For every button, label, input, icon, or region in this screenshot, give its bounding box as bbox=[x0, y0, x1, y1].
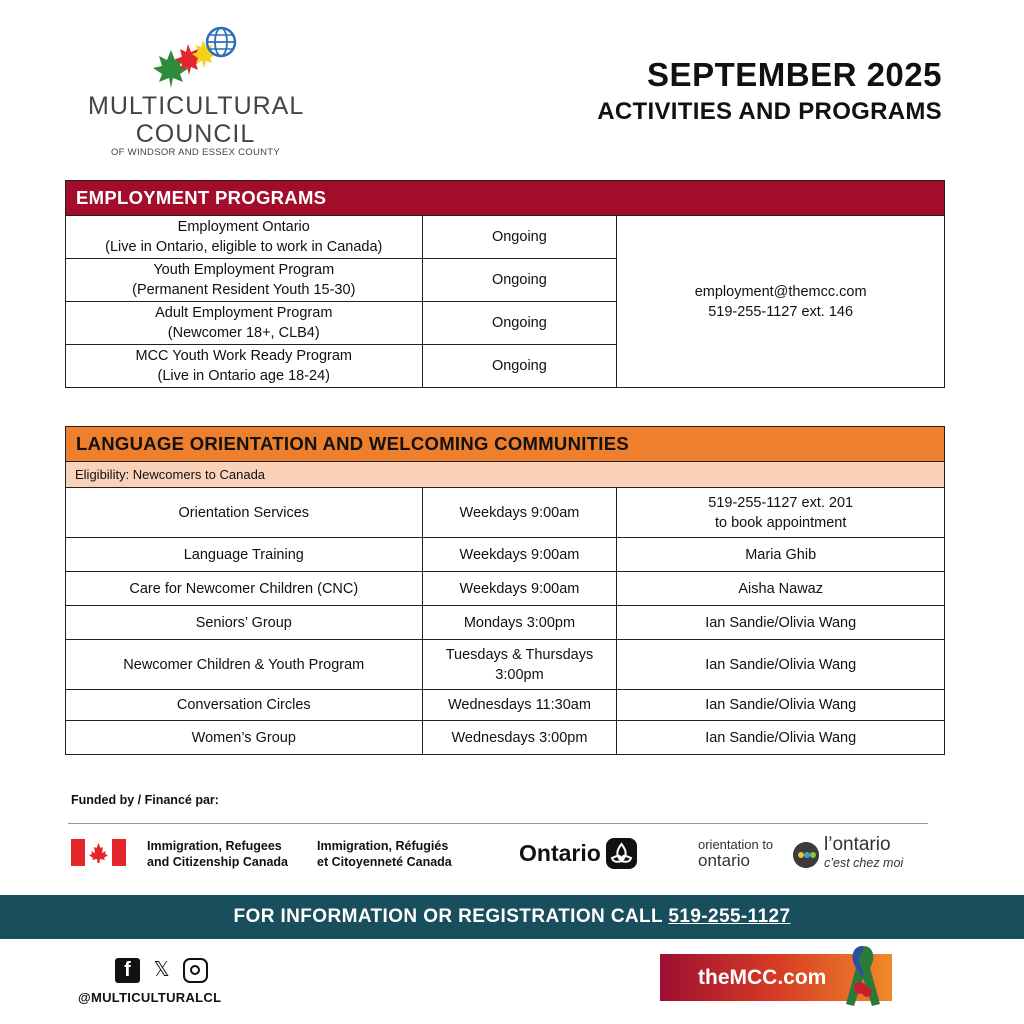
schedule-cell: Ongoing bbox=[422, 345, 617, 388]
contact-cell: Ian Sandie/Olivia Wang bbox=[617, 690, 945, 721]
schedule-cell: Wednesdays 3:00pm bbox=[422, 721, 617, 755]
oto-dots-icon bbox=[793, 842, 819, 868]
schedule-cell: Ongoing bbox=[422, 216, 617, 259]
website-link[interactable]: theMCC.com bbox=[698, 966, 827, 989]
x-icon[interactable]: 𝕏 bbox=[153, 959, 170, 981]
program-name-cell: Care for Newcomer Children (CNC) bbox=[66, 572, 423, 606]
oto-line2: ontario bbox=[698, 851, 750, 870]
funded-by-label: Funded by / Financé par: bbox=[71, 793, 219, 807]
program-name-cell: Newcomer Children & Youth Program bbox=[66, 640, 423, 690]
program-name: MCC Youth Work Ready Program bbox=[135, 348, 353, 364]
schedule-time: 3:00pm bbox=[495, 666, 544, 683]
org-name-line2: COUNCIL bbox=[135, 120, 256, 148]
funders-divider bbox=[68, 823, 928, 824]
contact-cell: Ian Sandie/Olivia Wang bbox=[617, 606, 945, 640]
schedule-cell: Mondays 3:00pm bbox=[422, 606, 617, 640]
table-row bbox=[66, 721, 945, 755]
trillium-icon bbox=[606, 838, 637, 869]
social-handle: @MULTICULTURALCL bbox=[78, 990, 222, 1005]
program-name-cell: Women’s Group bbox=[66, 721, 423, 755]
org-logo bbox=[88, 26, 303, 161]
schedule-cell: Ongoing bbox=[422, 302, 617, 345]
table-row bbox=[66, 690, 945, 721]
ircc-en-line1: Immigration, Refugees bbox=[147, 839, 282, 853]
employment-programs-table bbox=[65, 180, 945, 388]
contact-email[interactable]: employment@themcc.com bbox=[694, 283, 867, 300]
contact-cell: Ian Sandie/Olivia Wang bbox=[617, 721, 945, 755]
ontario-wordmark: Ontario bbox=[519, 840, 601, 866]
maple-leaves-globe-icon bbox=[153, 26, 238, 88]
oto-line1: orientation to bbox=[698, 837, 774, 852]
schedule-cell: Wednesdays 11:30am bbox=[422, 690, 617, 721]
registration-info-bar bbox=[0, 895, 1024, 939]
schedule-cell: Ongoing bbox=[422, 259, 617, 302]
program-name-cell: Orientation Services bbox=[66, 488, 423, 538]
program-name-cell bbox=[66, 345, 423, 388]
program-name-cell bbox=[66, 216, 423, 259]
schedule-days: Tuesdays & Thursdays bbox=[445, 646, 594, 663]
program-detail: (Live in Ontario, eligible to work in Canada) bbox=[105, 239, 383, 255]
schedule-cell: Weekdays 9:00am bbox=[422, 538, 617, 572]
contact-note: to book appointment bbox=[714, 514, 847, 531]
program-detail: (Permanent Resident Youth 15-30) bbox=[132, 282, 356, 298]
schedule-cell: Weekdays 9:00am bbox=[422, 572, 617, 606]
info-text: FOR INFORMATION OR REGISTRATION CALL bbox=[233, 906, 669, 927]
table-row bbox=[66, 606, 945, 640]
page-heading bbox=[597, 56, 942, 126]
table-row bbox=[66, 572, 945, 606]
ircc-en-line2: and Citizenship Canada bbox=[147, 855, 288, 869]
table-row bbox=[66, 538, 945, 572]
ircc-english-wordmark bbox=[147, 838, 288, 870]
program-detail: (Newcomer 18+, CLB4) bbox=[167, 325, 320, 341]
org-name-line1: MULTICULTURAL bbox=[88, 92, 305, 120]
instagram-icon[interactable] bbox=[183, 958, 208, 983]
facebook-icon[interactable]: f bbox=[115, 958, 140, 983]
ircc-french-wordmark bbox=[317, 838, 452, 870]
contact-cell bbox=[617, 488, 945, 538]
program-name-cell: Language Training bbox=[66, 538, 423, 572]
social-icons bbox=[115, 958, 208, 983]
ircc-fr-line2: et Citoyenneté Canada bbox=[317, 855, 452, 869]
org-name-line3: OF WINDSOR AND ESSEX COUNTY bbox=[110, 147, 281, 158]
employment-section-title: EMPLOYMENT PROGRAMS bbox=[66, 181, 945, 216]
canada-flag-icon bbox=[71, 839, 126, 866]
program-name: Employment Ontario bbox=[177, 219, 310, 235]
program-name-cell bbox=[66, 259, 423, 302]
ontario-logo bbox=[519, 838, 637, 869]
contact-cell: Maria Ghib bbox=[617, 538, 945, 572]
registration-phone-link[interactable]: 519-255-1127 bbox=[668, 906, 791, 927]
program-detail: (Live in Ontario age 18-24) bbox=[157, 368, 330, 384]
program-name-cell: Conversation Circles bbox=[66, 690, 423, 721]
language-programs-table bbox=[65, 426, 945, 755]
page-subtitle: ACTIVITIES AND PROGRAMS bbox=[597, 98, 942, 125]
contact-phone: 519-255-1127 ext. 146 bbox=[708, 303, 854, 320]
contact-cell: Aisha Nawaz bbox=[617, 572, 945, 606]
program-name: Youth Employment Program bbox=[153, 262, 335, 278]
table-row bbox=[66, 216, 945, 259]
ircc-fr-line1: Immigration, Réfugiés bbox=[317, 839, 449, 853]
employment-contact-cell bbox=[617, 216, 945, 388]
awareness-ribbon-icon bbox=[838, 942, 888, 1012]
eligibility-note: Eligibility: Newcomers to Canada bbox=[66, 462, 945, 488]
language-section-title: LANGUAGE ORIENTATION AND WELCOMING COMMUNITIES bbox=[66, 427, 945, 462]
schedule-cell: Weekdays 9:00am bbox=[422, 488, 617, 538]
contact-cell: Ian Sandie/Olivia Wang bbox=[617, 640, 945, 690]
lontario-chez-moi-logo bbox=[824, 835, 903, 873]
table-row bbox=[66, 488, 945, 538]
program-name-cell bbox=[66, 302, 423, 345]
lont-line1: l’ontario bbox=[824, 834, 891, 855]
orientation-to-ontario-logo bbox=[698, 837, 773, 869]
program-name: Adult Employment Program bbox=[155, 305, 333, 321]
program-name-cell: Seniors’ Group bbox=[66, 606, 423, 640]
lont-line2: c’est chez moi bbox=[824, 856, 904, 870]
page-title: SEPTEMBER 2025 bbox=[647, 56, 942, 93]
schedule-cell bbox=[422, 640, 617, 690]
contact-phone: 519-255-1127 ext. 201 bbox=[708, 494, 854, 511]
table-row bbox=[66, 640, 945, 690]
